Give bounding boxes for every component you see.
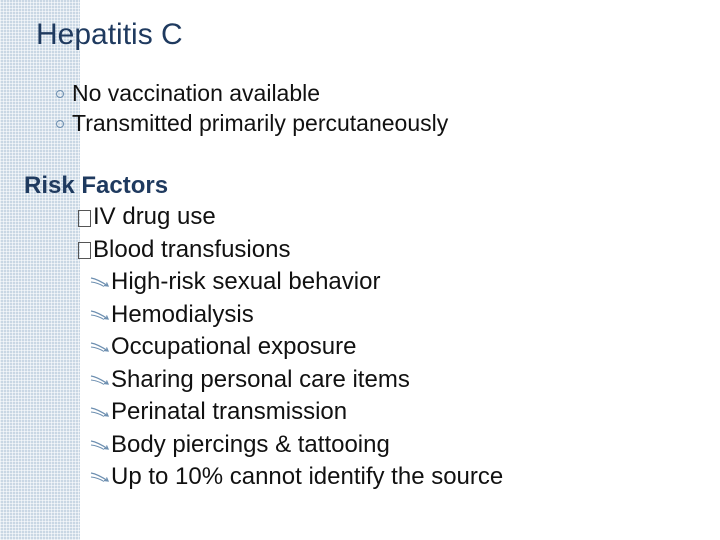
risk-factor-text: Occupational exposure: [111, 333, 357, 360]
arrow-icon: [90, 439, 110, 451]
arrow-icon: [90, 471, 110, 483]
risk-factor-item: [0, 299, 503, 332]
risk-factor-list: [0, 201, 503, 494]
risk-factor-text: Hemodialysis: [111, 300, 254, 328]
risk-factor-text: Sharing personal care items: [111, 365, 410, 393]
risk-factor-item: [0, 364, 503, 397]
risk-factor-item: [0, 266, 503, 299]
risk-factor-item: [0, 331, 503, 364]
sub-point-text: No vaccination available: [72, 80, 321, 106]
risk-factors-heading: Risk Factors: [24, 172, 169, 199]
risk-factor-text: Body piercings & tattooing: [111, 430, 390, 458]
risk-factor-item: [0, 396, 503, 429]
arrow-icon: [90, 309, 110, 321]
ring-bullet-icon: [56, 120, 64, 128]
missing-glyph-icon: [78, 242, 91, 259]
arrow-icon: [90, 341, 110, 353]
sub-point: [56, 78, 448, 108]
arrow-icon: [90, 276, 110, 288]
arrow-icon: [90, 374, 110, 386]
sub-point: [56, 108, 448, 138]
risk-factor-text: High-risk sexual behavior: [111, 268, 381, 295]
risk-factor-text: IV drug use: [93, 203, 216, 230]
risk-factor-text: Perinatal transmission: [111, 398, 348, 425]
risk-factor-item: [0, 461, 503, 494]
ring-bullet-icon: [56, 90, 64, 98]
missing-glyph-icon: [78, 210, 91, 227]
sub-point-text: Transmitted primarily percutaneously: [72, 110, 449, 136]
slide-title: Hepatitis C: [36, 18, 183, 51]
risk-factor-item: [0, 201, 503, 234]
risk-factor-item: [0, 234, 503, 267]
sub-point-list: [56, 78, 448, 138]
arrow-icon: [90, 406, 110, 418]
risk-factor-item: [0, 429, 503, 462]
risk-factor-text: Blood transfusions: [93, 235, 291, 263]
risk-factor-text: Up to 10% cannot identify the source: [111, 463, 504, 490]
